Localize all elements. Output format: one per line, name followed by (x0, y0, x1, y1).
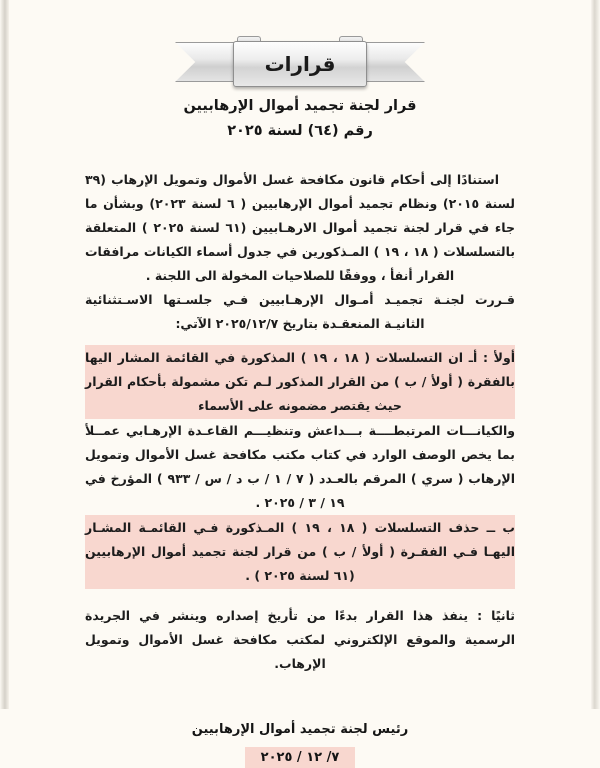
clause-third-paragraph: ثانيًا : ينفذ هذا القرار بدءًا من تأريخ إصداره وينشر في الجريدة الرسمية والموقع الإلكتروني لمكتب مكافحة غسل الأموال وتمويل الإرهاب. (85, 607, 515, 671)
clause-first-highlighted-lead: أولأ : أـ ان التسلسلات ( ١٨ ، ١٩ ) المذكورة في القائمة المشار اليها بالفقرة ( أولأ / ب ) من القرار المذكور لـم تكن مشمولة بأحكام القرار حيث يقتصر مضمونه على الأسماء (85, 345, 515, 419)
spacer (85, 336, 515, 345)
spacer (85, 589, 515, 604)
page-edge-left (0, 0, 9, 709)
page-edge-right (591, 0, 600, 709)
document-body (85, 159, 515, 676)
document-title: قرار لجنة تجميد أموال الإرهابيين (183, 98, 417, 114)
spacer (85, 159, 515, 168)
signature-inner (192, 722, 408, 768)
banner-label: قرارات (264, 52, 336, 76)
preamble-paragraph-legal-basis: استنادًا إلى أحكام قانون مكافحة غسل الأموال وتمويل الإرهاب (٣٩ لسنة ٢٠١٥) ونظام تجميد أموال الإرهابيين ( ٦ لسنة ٢٠٢٣) وبشأن ما جاء في قرار لجنة تجميد أموال الارهـابيين (٦١ لسنة ٢٠٢٥ ) المتعلقة بالتسلسلات ( ١٨ ، ١٩ ) المـذكورين في جدول أسماء الكيانات مرافقات القرار أنفأ ، ووفقًا للصلاحيات المخولة الى اللجنة . (85, 171, 516, 283)
clause-second-highlighted-lead: ب ــ حذف التسلسلات ( ١٨ ، ١٩ ) المـذكورة فـي القائمـة المشـار اليهـا فـي الفقـرة ( أولأ / ب ) من قرار لجنة تجميد أموال الإرهابيين (٦١ لسنة ٢٠٢٥ ) . (85, 515, 515, 589)
document-subtitle: رقم (٦٤) لسنة ٢٠٢٥ (227, 123, 373, 140)
document-sheet (9, 0, 591, 765)
clause-first-continuation: والكيانـــات المرتبطــــة بـــداعش وتنظيـــم القاعـدة الإرهـابي عمــلأ بما يخص الوصف الوارد في كتاب مكتب مكافحة غسل الأموال وتمويل الإرهاب ( سري ) المرقم بالعـدد ( ٧ / ١ / ب د / س / ٩٣٣ ) المؤرخ في ١٩ / ٣ / ٢٠٢٥ . (85, 422, 515, 510)
signature-date: ٧/ ١٢ / ٢٠٢٥ (245, 747, 356, 768)
signature-block (85, 722, 515, 768)
signatory-title: رئيس لجنة تجميد أموال الإرهابيين (191, 721, 409, 737)
preamble-paragraph-session: قـررت لجنـة تجميـد أمـوال الإرهـابيين فـي جلسـتها الاسـتثنائية الثانيـة المنعقـدة بتاريخ ٢٠٢٥/١٢/٧ الآتي: (85, 291, 515, 331)
ribbon-center-plate (233, 41, 367, 87)
